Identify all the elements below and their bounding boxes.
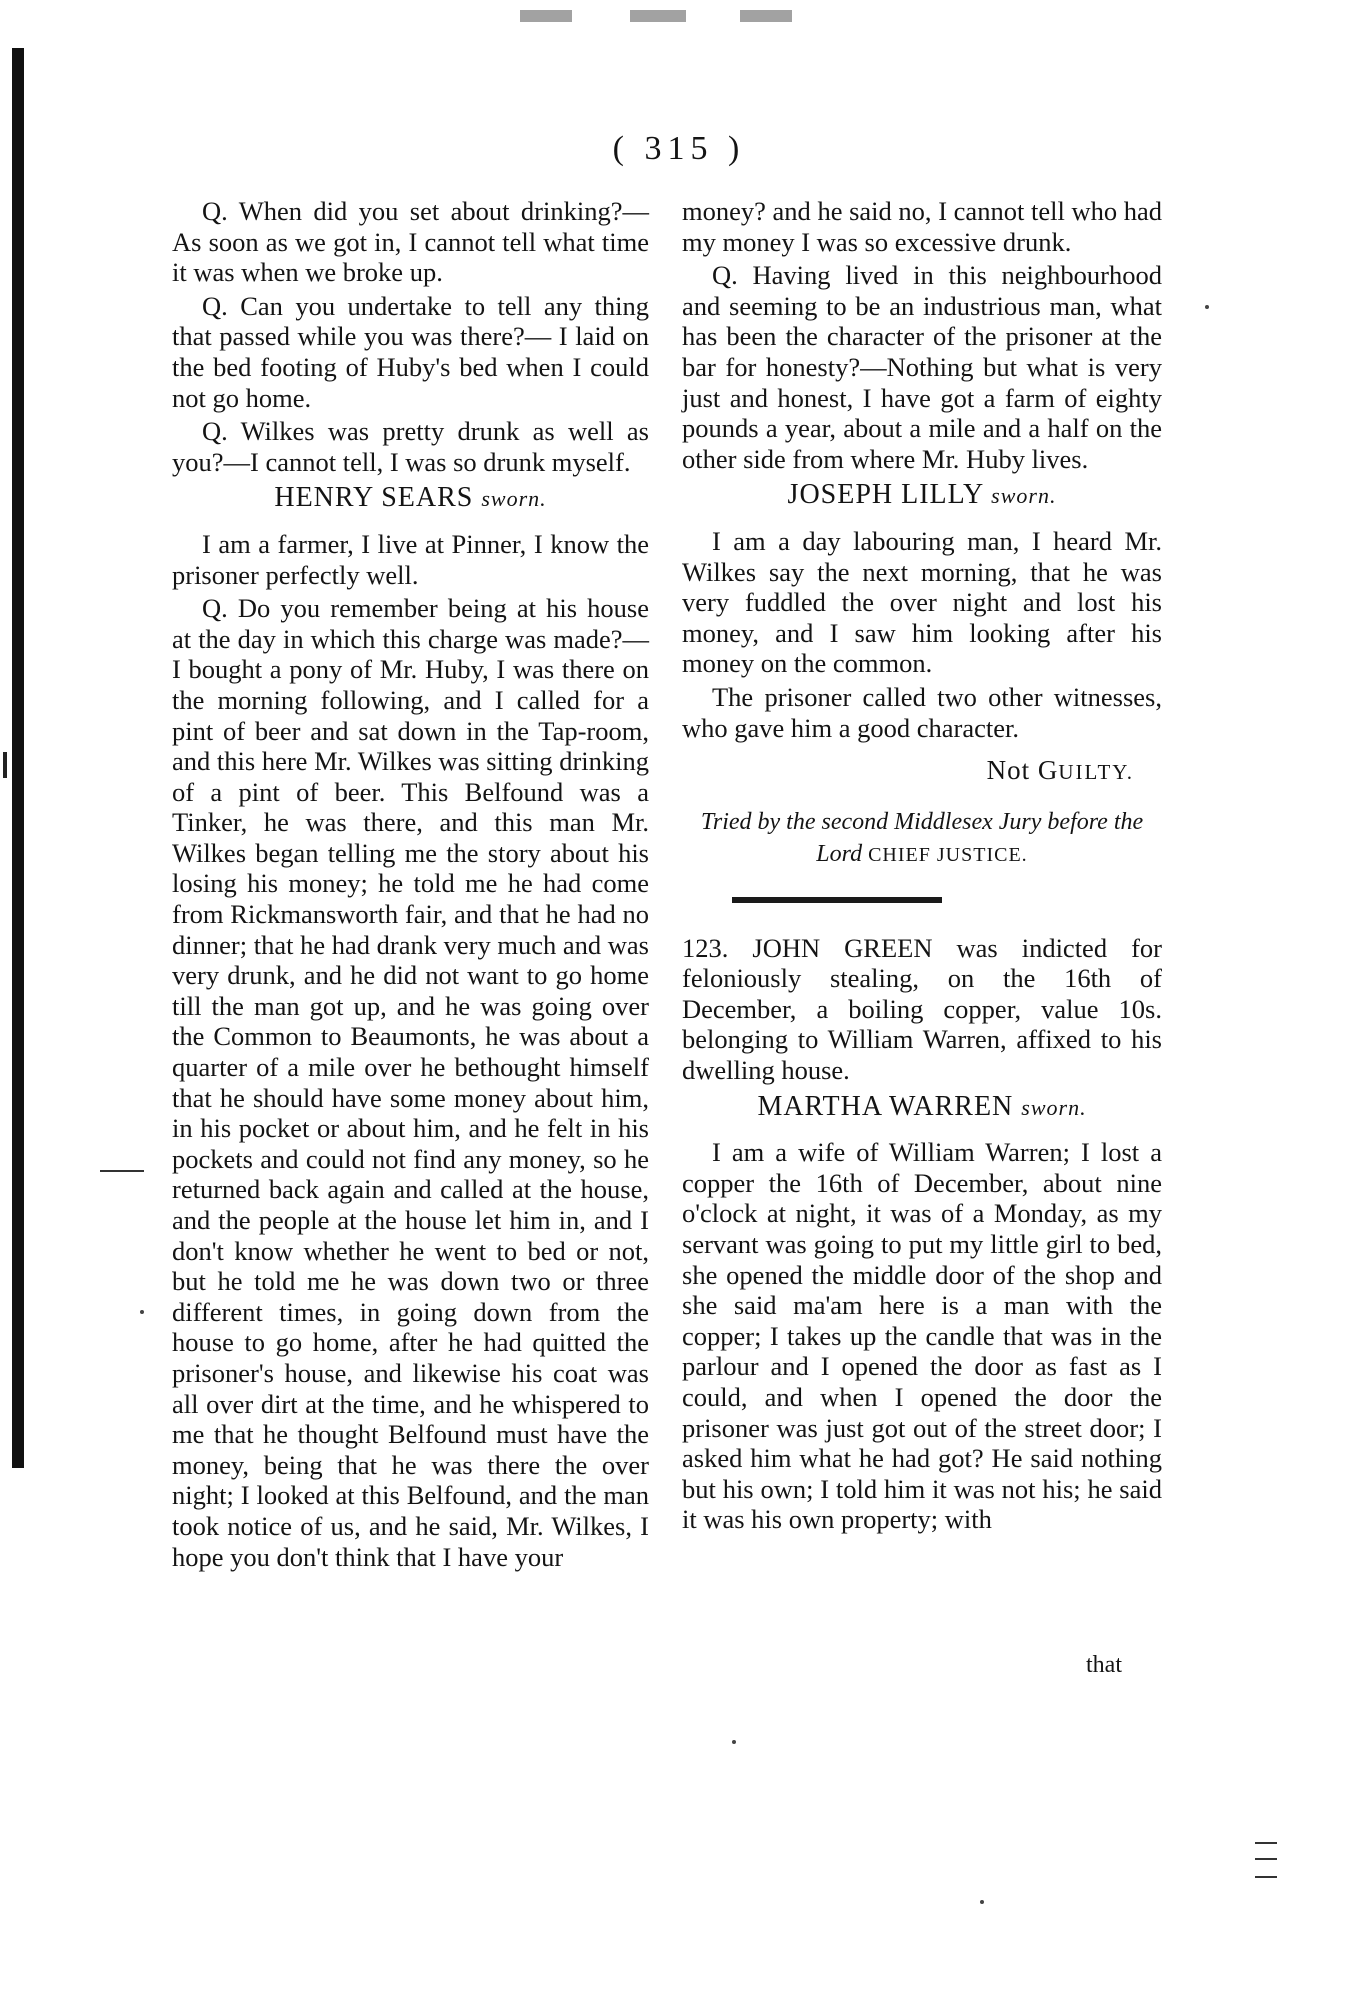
catchword: that xyxy=(1086,1652,1122,1678)
witness-heading xyxy=(682,480,1162,512)
stray-mark xyxy=(980,1900,984,1904)
margin-dash xyxy=(1255,1876,1277,1878)
scan-artifacts xyxy=(520,4,850,28)
paragraph: I am a wife of William Warren; I lost a copper the 16th of December, about nine o'clock at night, it was of a Monday, as my servant was going to put my little girl to bed, she opened the middle door of the shop and she said ma'am here is a man with the copper; I takes up the candle that was in the parlour and I opened the door as fast as I could, and when I opened the door the prisoner was just got out of the street door; I asked him what he had got? He said nothing but his own; I told him it was not his; he said it was his own property; with xyxy=(682,1137,1162,1535)
stray-mark xyxy=(732,1740,736,1744)
stray-mark xyxy=(1205,305,1209,309)
binding-shadow xyxy=(12,48,24,1468)
witness-name: MARTHA WARREN xyxy=(757,1090,1014,1122)
tried-italic: Tried by the second Middlesex Jury before the Lord xyxy=(700,808,1144,867)
sworn-label: sworn. xyxy=(481,486,547,512)
paragraph: 123. JOHN GREEN was indicted for feloniously stealing, on the 16th of December, a boiling copper, value 10s. belonging to William Warren, affixed to his dwelling house. xyxy=(682,932,1162,1086)
margin-dash xyxy=(100,1170,144,1172)
paragraph: Q. Do you remember being at his house at the day in which this charge was made?—I bought a pony of Mr. Huby, I was there on the morning following, and I called for a pint of beer and sat down in the Tap-room, and this here Mr. Wilkes was sitting drinking of a pint of beer. This Belfound was a Tinker, he was there, and this man Mr. Wilkes began telling me the story about his losing his money; he told me he had come from Rickmansworth fair, and that he had no dinner; that he had drank very much and was very drunk, and he did not want to go home till the man got up, and he was going over the Common to Beaumonts, he was about a quarter of a mile over he bethought himself that he should have some money about him, in his pocket or about him, and he felt in his pockets and could not find any money, so he returned back again and called at the house, and the people at the house let him in, and I don't know whether he went to bed or not, but he told me he was down two or three different times, in going down from the house to go home, after he had quitted the prisoner's house, and likewise his coat was all over dirt at the time, and he whispered to me that he thought Belfound must have the money, being that he was there the over night; I looked at this Belfound, and the man took notice of us, and he said, Mr. Wilkes, I hope you don't think that I have your xyxy=(172,593,649,1572)
witness-heading xyxy=(682,1092,1162,1124)
tried-chief: CHIEF xyxy=(868,843,931,866)
witness-name: JOSEPH LILLY xyxy=(787,479,984,511)
page-number: ( 315 ) xyxy=(612,130,746,167)
edge-mark xyxy=(3,752,7,778)
paragraph: I am a farmer, I live at Pinner, I know the prisoner perfectly well. xyxy=(172,528,649,590)
sworn-label: sworn. xyxy=(1021,1094,1087,1120)
verdict-first: Not G xyxy=(986,755,1059,786)
witness-heading xyxy=(172,483,649,515)
margin-dash xyxy=(1255,1842,1277,1844)
paragraph: money? and he said no, I cannot tell who had my money I was so excessive drunk. xyxy=(682,196,1162,257)
paragraph: I am a day labouring man, I heard Mr. Wilkes say the next morning, that he was very fuddled the over night and lost his money, and I saw him looking after his money on the common. xyxy=(682,525,1162,679)
margin-dash xyxy=(1255,1858,1277,1860)
right-column xyxy=(682,196,1162,1538)
tried-justice: JUSTICE. xyxy=(936,843,1028,866)
stray-mark xyxy=(140,1310,144,1314)
paragraph: The prisoner called two other witnesses, who gave him a good character. xyxy=(682,681,1162,743)
tried-by-note xyxy=(682,806,1162,871)
witness-name: HENRY SEARS xyxy=(274,482,474,514)
paragraph: Q. Having lived in this neighbourhood and seeming to be an industrious man, what has been the character of the prisoner at the bar for honesty?—Nothing but what is very just and honest, I have got a farm of eighty pounds a year, about a mile and a half on the other side from where Mr. Huby lives. xyxy=(682,260,1162,474)
left-column xyxy=(172,196,649,1575)
sworn-label: sworn. xyxy=(991,483,1057,509)
paragraph: Q. Can you undertake to tell any thing that passed while you was there?— I laid on the bed footing of Huby's bed when I could not go home. xyxy=(172,290,649,413)
verdict xyxy=(682,755,1134,788)
paragraph: Q. When did you set about drinking?— As soon as we got in, I cannot tell what time it was when we broke up. xyxy=(172,196,649,288)
verdict-rest: UILTY. xyxy=(1058,760,1134,785)
paragraph: Q. Wilkes was pretty drunk as well as you?—I cannot tell, I was so drunk myself. xyxy=(172,416,649,477)
section-rule xyxy=(732,897,942,903)
